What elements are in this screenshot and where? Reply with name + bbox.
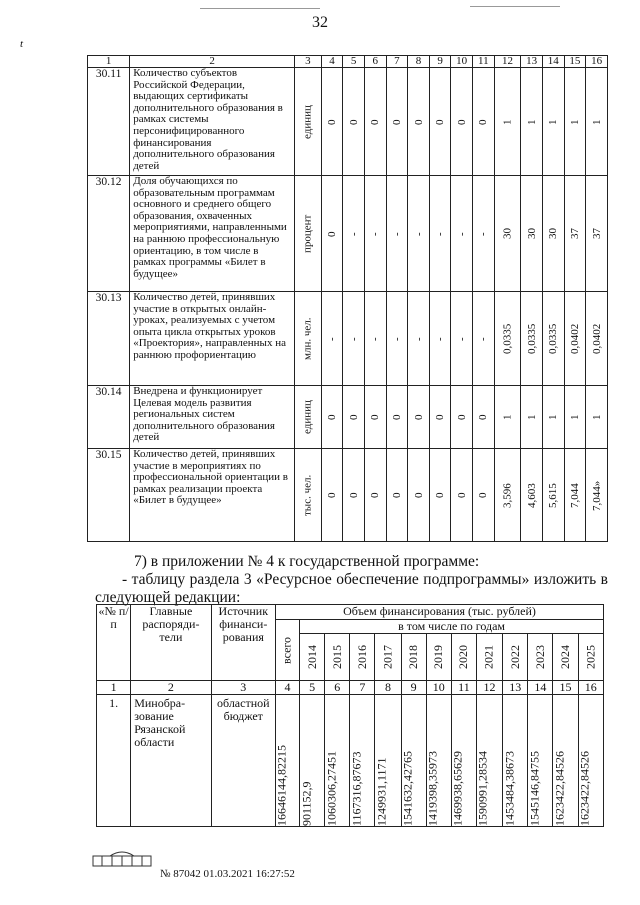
column-number: 3 bbox=[211, 681, 275, 695]
indicator-value: 0 bbox=[321, 176, 343, 292]
year-header: 2021 bbox=[476, 634, 502, 681]
indicator-value: - bbox=[472, 292, 494, 386]
indicator-value: - bbox=[343, 176, 365, 292]
indicator-value: 0 bbox=[451, 449, 473, 542]
indicator-value: 0 bbox=[408, 386, 430, 449]
indicator-value: - bbox=[408, 292, 430, 386]
page-number: 32 bbox=[312, 14, 328, 31]
stamp-icon bbox=[92, 848, 152, 868]
indicator-unit: млн. чел. bbox=[294, 292, 321, 386]
table-row bbox=[88, 68, 608, 176]
year-header: 2024 bbox=[553, 634, 578, 681]
column-number: 12 bbox=[476, 681, 502, 695]
indicator-value: 0 bbox=[386, 68, 408, 176]
row-total: 16646144,82215 bbox=[275, 695, 299, 827]
indicator-value: 1 bbox=[494, 386, 521, 449]
indicator-value: - bbox=[364, 176, 386, 292]
column-number: 13 bbox=[521, 56, 543, 68]
column-number: 3 bbox=[294, 56, 321, 68]
indicator-value: 1 bbox=[586, 68, 608, 176]
column-number: 9 bbox=[401, 681, 426, 695]
year-header: 2016 bbox=[350, 634, 375, 681]
funding-value: 1623422,84526 bbox=[553, 695, 578, 827]
column-number: 4 bbox=[275, 681, 299, 695]
funding-value: 1453484,38673 bbox=[503, 695, 528, 827]
indicator-value: - bbox=[429, 176, 451, 292]
indicator-value: - bbox=[386, 176, 408, 292]
indicator-value: 0 bbox=[472, 386, 494, 449]
funding-value: 1167316,87673 bbox=[350, 695, 375, 827]
amendment-line-3: следующей редакции: bbox=[95, 589, 241, 606]
row-num: 1. bbox=[97, 695, 131, 827]
indicator-num: 30.14 bbox=[88, 386, 130, 449]
column-number: 1 bbox=[97, 681, 131, 695]
indicator-value: 0 bbox=[429, 386, 451, 449]
column-number: 14 bbox=[528, 681, 553, 695]
indicator-value: 0,0335 bbox=[542, 292, 564, 386]
column-number: 8 bbox=[408, 56, 430, 68]
indicator-unit: процент bbox=[294, 176, 321, 292]
column-number: 11 bbox=[451, 681, 476, 695]
funding-value: 1541632,42765 bbox=[401, 695, 426, 827]
column-number: 16 bbox=[578, 681, 604, 695]
column-number: 6 bbox=[364, 56, 386, 68]
resources-table bbox=[96, 604, 604, 827]
indicator-value: - bbox=[364, 292, 386, 386]
indicator-value: 0 bbox=[364, 68, 386, 176]
indicator-value: 7,044 bbox=[564, 449, 586, 542]
funding-value: 1419398,35973 bbox=[426, 695, 451, 827]
year-header: 2015 bbox=[325, 634, 350, 681]
indicator-unit: тыс. чел. bbox=[294, 449, 321, 542]
indicator-value: - bbox=[321, 292, 343, 386]
indicator-value: 30 bbox=[542, 176, 564, 292]
column-number: 1 bbox=[88, 56, 130, 68]
column-number: 4 bbox=[321, 56, 343, 68]
indicator-value: - bbox=[386, 292, 408, 386]
indicator-value: 7,044» bbox=[586, 449, 608, 542]
indicator-value: 0 bbox=[472, 449, 494, 542]
indicator-num: 30.15 bbox=[88, 449, 130, 542]
indicator-name: Количество детей, принявших участие в мероприятиях по профессиональной ориентации в рамках реализации проекта «Билет в будущее» bbox=[130, 449, 295, 542]
column-numbers-row bbox=[88, 56, 608, 68]
indicator-value: 0 bbox=[321, 449, 343, 542]
column-number: 14 bbox=[542, 56, 564, 68]
header-num: «№ п/п bbox=[97, 605, 131, 681]
column-number: 2 bbox=[131, 681, 211, 695]
indicators-table bbox=[87, 55, 608, 542]
column-number: 10 bbox=[451, 56, 473, 68]
year-header: 2019 bbox=[426, 634, 451, 681]
column-number: 8 bbox=[375, 681, 401, 695]
indicator-value: 0 bbox=[364, 449, 386, 542]
indicator-value: 30 bbox=[521, 176, 543, 292]
header-source: Источник финанси-рования bbox=[211, 605, 275, 681]
indicator-value: 0 bbox=[429, 68, 451, 176]
indicator-value: 0 bbox=[343, 449, 365, 542]
indicator-value: 4,603 bbox=[521, 449, 543, 542]
indicator-value: 0 bbox=[364, 386, 386, 449]
column-number: 11 bbox=[472, 56, 494, 68]
indicator-num: 30.12 bbox=[88, 176, 130, 292]
indicator-value: 0 bbox=[451, 386, 473, 449]
column-number: 2 bbox=[130, 56, 295, 68]
indicator-value: - bbox=[429, 292, 451, 386]
header-total: всего bbox=[275, 620, 299, 681]
year-header: 2023 bbox=[528, 634, 553, 681]
column-number: 7 bbox=[386, 56, 408, 68]
year-header: 2017 bbox=[375, 634, 401, 681]
indicator-value: 0 bbox=[321, 386, 343, 449]
indicator-num: 30.11 bbox=[88, 68, 130, 176]
indicator-value: 37 bbox=[564, 176, 586, 292]
indicator-value: 30 bbox=[494, 176, 521, 292]
funding-value: 901152,9 bbox=[300, 695, 325, 827]
indicator-value: - bbox=[451, 176, 473, 292]
funding-value: 1469938,65629 bbox=[451, 695, 476, 827]
funding-value: 1545146,84755 bbox=[528, 695, 553, 827]
table-row bbox=[88, 176, 608, 292]
funding-value: 1060306,27451 bbox=[325, 695, 350, 827]
column-number: 6 bbox=[325, 681, 350, 695]
funding-value: 1249931,1171 bbox=[375, 695, 401, 827]
funding-value: 1590991,28534 bbox=[476, 695, 502, 827]
indicator-unit: единиц bbox=[294, 68, 321, 176]
indicator-value: 1 bbox=[586, 386, 608, 449]
indicator-value: 5,615 bbox=[542, 449, 564, 542]
column-number: 15 bbox=[553, 681, 578, 695]
column-number: 16 bbox=[586, 56, 608, 68]
indicator-name: Доля обучающихся по образовательным программам основного и среднего общего образования, охваченных мероприятиями, направленными на раннюю профессиональную ориентацию, в том числе в рамках программы «Билет в будущее» bbox=[130, 176, 295, 292]
indicator-value: 0 bbox=[321, 68, 343, 176]
year-header: 2020 bbox=[451, 634, 476, 681]
column-number: 5 bbox=[300, 681, 325, 695]
indicator-value: 1 bbox=[564, 68, 586, 176]
indicator-name: Количество субъектов Российской Федерации, выдающих сертификаты дополнительного образования в рамках системы персонифицированного финансирования дополнительного образования детей bbox=[130, 68, 295, 176]
header-by-year: в том числе по годам bbox=[300, 620, 604, 634]
column-number: 10 bbox=[426, 681, 451, 695]
indicator-value: 0 bbox=[343, 68, 365, 176]
indicator-value: 1 bbox=[542, 68, 564, 176]
indicator-value: - bbox=[451, 292, 473, 386]
row-source: областной бюджет bbox=[211, 695, 275, 827]
row-manager: Минобра-зование Рязанской области bbox=[131, 695, 211, 827]
indicator-value: 37 bbox=[586, 176, 608, 292]
indicator-value: 0 bbox=[386, 449, 408, 542]
indicator-name: Количество детей, принявших участие в открытых онлайн-уроках, реализуемых с учетом опыта цикла открытых уроков «Проектория», направленных на раннюю профориентацию bbox=[130, 292, 295, 386]
column-number: 7 bbox=[350, 681, 375, 695]
indicator-value: 0,0335 bbox=[494, 292, 521, 386]
indicator-value: - bbox=[408, 176, 430, 292]
indicator-value: 1 bbox=[564, 386, 586, 449]
header-volume: Объем финансирования (тыс. рублей) bbox=[275, 605, 603, 620]
margin-mark: t bbox=[20, 38, 24, 50]
column-number: 12 bbox=[494, 56, 521, 68]
indicator-value: 0 bbox=[408, 449, 430, 542]
indicator-value: 0 bbox=[429, 449, 451, 542]
column-number: 13 bbox=[503, 681, 528, 695]
indicator-value: 1 bbox=[542, 386, 564, 449]
indicator-num: 30.13 bbox=[88, 292, 130, 386]
column-number: 15 bbox=[564, 56, 586, 68]
indicator-value: 1 bbox=[521, 386, 543, 449]
indicator-value: 0 bbox=[386, 386, 408, 449]
indicator-value: 1 bbox=[521, 68, 543, 176]
indicator-value: - bbox=[343, 292, 365, 386]
table-row bbox=[88, 449, 608, 542]
header-managers: Главные распоряди-тели bbox=[131, 605, 211, 681]
year-header: 2018 bbox=[401, 634, 426, 681]
indicator-unit: единиц bbox=[294, 386, 321, 449]
indicator-value: 1 bbox=[494, 68, 521, 176]
indicator-value: 0,0402 bbox=[586, 292, 608, 386]
table-row bbox=[88, 292, 608, 386]
table-row bbox=[88, 386, 608, 449]
indicator-value: 0 bbox=[472, 68, 494, 176]
year-header: 2014 bbox=[300, 634, 325, 681]
document-info: № 87042 01.03.2021 16:27:52 bbox=[160, 868, 295, 880]
indicator-name: Внедрена и функционирует Целевая модель развития региональных систем дополнительного образования детей bbox=[130, 386, 295, 449]
year-header: 2025 bbox=[578, 634, 604, 681]
column-number: 5 bbox=[343, 56, 365, 68]
column-number: 9 bbox=[429, 56, 451, 68]
indicator-value: 0,0402 bbox=[564, 292, 586, 386]
funding-value: 1623422,84526 bbox=[578, 695, 604, 827]
indicator-value: 0,0335 bbox=[521, 292, 543, 386]
indicator-value: 0 bbox=[451, 68, 473, 176]
indicator-value: - bbox=[472, 176, 494, 292]
amendment-line-1: 7) в приложении № 4 к государственной программе: bbox=[134, 553, 480, 570]
indicator-value: 0 bbox=[408, 68, 430, 176]
indicator-value: 0 bbox=[343, 386, 365, 449]
year-header: 2022 bbox=[503, 634, 528, 681]
indicator-value: 3,596 bbox=[494, 449, 521, 542]
amendment-line-2: - таблицу раздела 3 «Ресурсное обеспечение подпрограммы» изложить в bbox=[122, 571, 608, 588]
